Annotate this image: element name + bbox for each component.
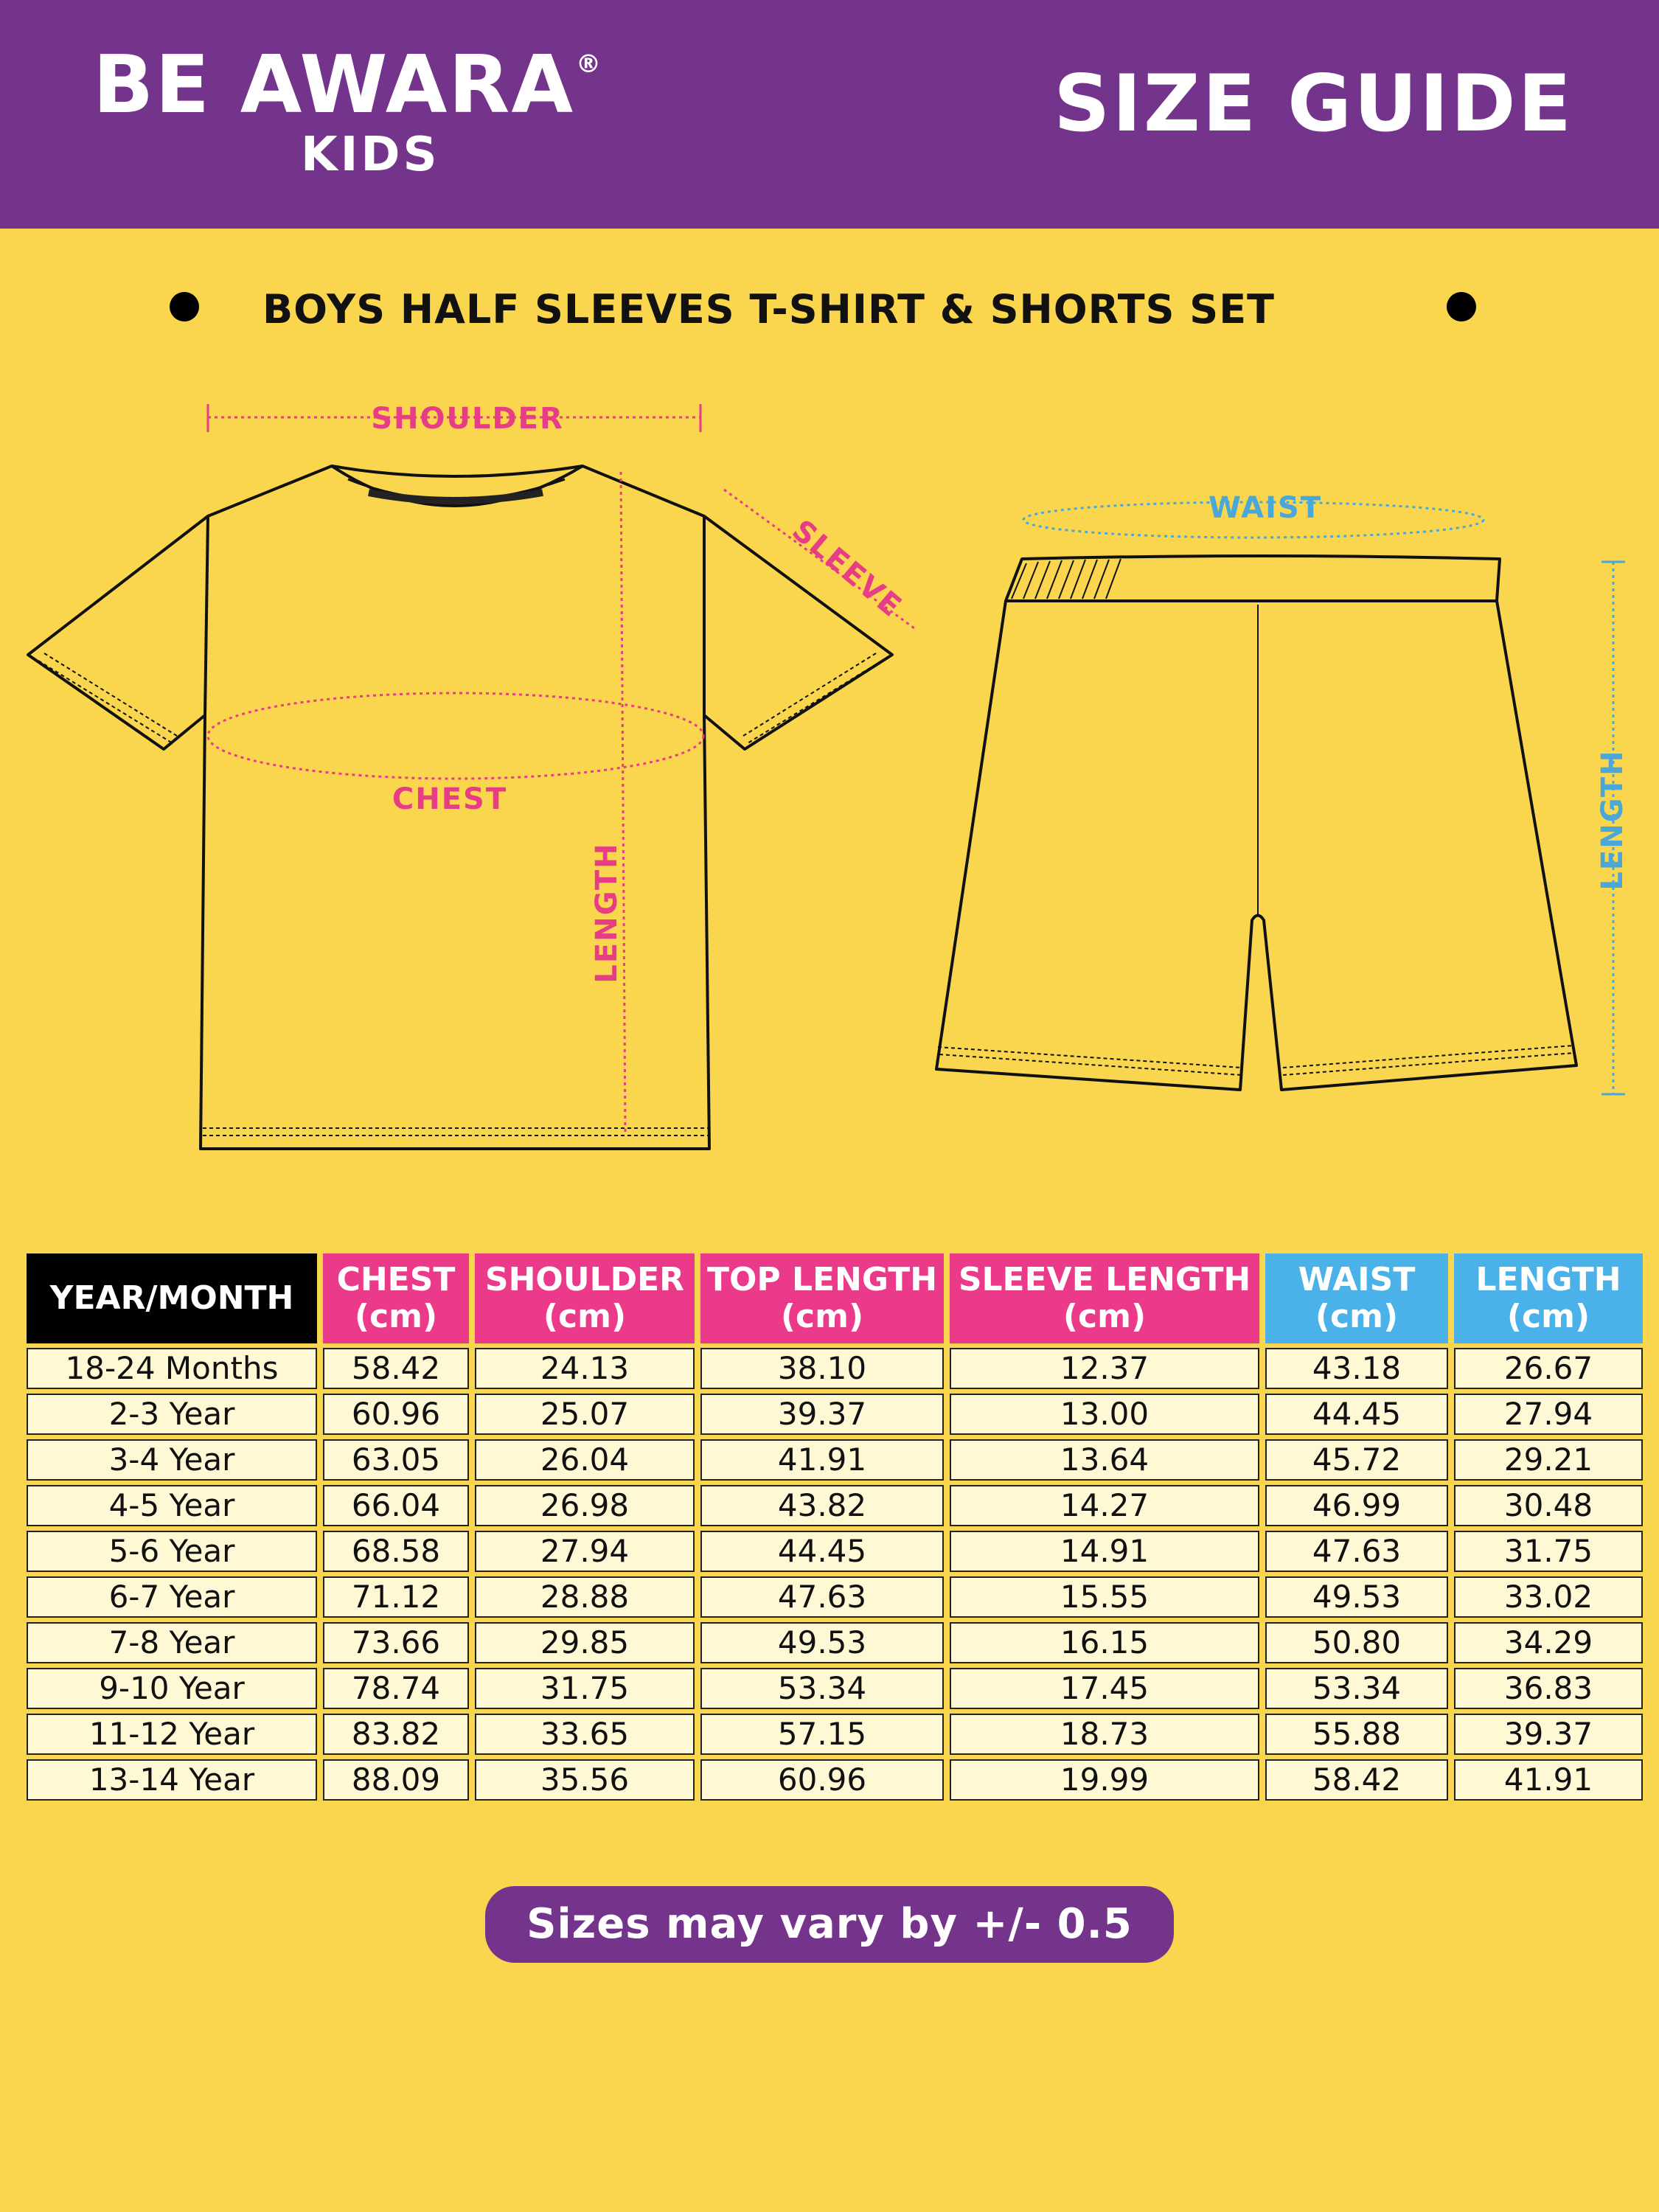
brand-name: BE AWARA (93, 39, 575, 131)
page-title: SIZE GUIDE (1054, 58, 1573, 149)
measurement-cell: 41.91 (1454, 1759, 1643, 1801)
size-label-cell: 13-14 Year (27, 1759, 317, 1801)
measurement-cell: 16.15 (950, 1622, 1259, 1663)
size-label-cell: 4-5 Year (27, 1485, 317, 1526)
measurement-cell: 53.34 (700, 1668, 944, 1709)
measurement-cell: 13.00 (950, 1394, 1259, 1435)
measurement-cell: 27.94 (1454, 1394, 1643, 1435)
header-chest: CHEST (cm) (323, 1253, 469, 1343)
measurement-cell: 53.34 (1265, 1668, 1448, 1709)
measurement-cell: 68.58 (323, 1531, 469, 1572)
size-label-cell: 9-10 Year (27, 1668, 317, 1709)
size-label-cell: 18-24 Months (27, 1348, 317, 1389)
measurement-cell: 39.37 (1454, 1714, 1643, 1755)
size-label-cell: 3-4 Year (27, 1439, 317, 1481)
size-table (21, 1249, 1649, 1805)
measurement-cell: 57.15 (700, 1714, 944, 1755)
measurement-cell: 14.27 (950, 1485, 1259, 1526)
measurement-cell: 71.12 (323, 1576, 469, 1618)
shorts-icon (936, 556, 1576, 1090)
table-body (27, 1348, 1643, 1801)
measurement-cell: 49.53 (1265, 1576, 1448, 1618)
sleeve-label: SLEEVE (785, 513, 909, 625)
measurement-cell: 28.88 (475, 1576, 695, 1618)
measurement-cell: 47.63 (1265, 1531, 1448, 1572)
measurement-cell: 31.75 (1454, 1531, 1643, 1572)
shorts-guides (1023, 502, 1625, 1094)
measurement-cell: 43.82 (700, 1485, 944, 1526)
measurement-cell: 36.83 (1454, 1668, 1643, 1709)
measurement-cell: 30.48 (1454, 1485, 1643, 1526)
brand-logo (93, 39, 603, 131)
measurement-cell: 12.37 (950, 1348, 1259, 1389)
header-top-length: TOP LENGTH (cm) (700, 1253, 944, 1343)
measurement-cell: 38.10 (700, 1348, 944, 1389)
product-subtitle: BOYS HALF SLEEVES T-SHIRT & SHORTS SET (262, 286, 1275, 333)
table-row (27, 1531, 1643, 1572)
brand-sub: KIDS (301, 128, 440, 182)
header-shoulder: SHOULDER (cm) (475, 1253, 695, 1343)
size-label-cell: 2-3 Year (27, 1394, 317, 1435)
measurement-cell: 63.05 (323, 1439, 469, 1481)
header-year-month: YEAR/MONTH (27, 1253, 317, 1343)
header-banner (0, 0, 1659, 229)
registered-mark: ® (576, 49, 603, 79)
chest-label: CHEST (392, 782, 508, 816)
measurement-cell: 24.13 (475, 1348, 695, 1389)
measurement-cell: 19.99 (950, 1759, 1259, 1801)
header-waist: WAIST (cm) (1265, 1253, 1448, 1343)
measurement-cell: 46.99 (1265, 1485, 1448, 1526)
measurement-cell: 14.91 (950, 1531, 1259, 1572)
table-header-row (27, 1253, 1643, 1343)
measurement-cell: 44.45 (700, 1531, 944, 1572)
measurement-cell: 55.88 (1265, 1714, 1448, 1755)
measurement-cell: 29.21 (1454, 1439, 1643, 1481)
size-note: Sizes may vary by +/- 0.5 (485, 1886, 1174, 1963)
measurement-cell: 39.37 (700, 1394, 944, 1435)
header-length: LENGTH (cm) (1454, 1253, 1643, 1343)
measurement-cell: 34.29 (1454, 1622, 1643, 1663)
measurement-cell: 43.18 (1265, 1348, 1448, 1389)
measurement-cell: 41.91 (700, 1439, 944, 1481)
measurement-cell: 49.53 (700, 1622, 944, 1663)
measurement-cell: 25.07 (475, 1394, 695, 1435)
size-label-cell: 11-12 Year (27, 1714, 317, 1755)
measurement-cell: 26.04 (475, 1439, 695, 1481)
shorts-length-label: LENGTH (1596, 749, 1630, 891)
tshirt-length-label: LENGTH (590, 842, 624, 984)
measurement-cell: 18.73 (950, 1714, 1259, 1755)
measurement-cell: 26.67 (1454, 1348, 1643, 1389)
table-row (27, 1576, 1643, 1618)
size-label-cell: 5-6 Year (27, 1531, 317, 1572)
table-row (27, 1668, 1643, 1709)
table-row (27, 1439, 1643, 1481)
table-row (27, 1759, 1643, 1801)
measurement-cell: 83.82 (323, 1714, 469, 1755)
measurement-cell: 45.72 (1265, 1439, 1448, 1481)
table-row (27, 1485, 1643, 1526)
measurement-cell: 33.65 (475, 1714, 695, 1755)
table-row (27, 1394, 1643, 1435)
measurement-cell: 35.56 (475, 1759, 695, 1801)
measurement-cell: 60.96 (323, 1394, 469, 1435)
measurement-cell: 73.66 (323, 1622, 469, 1663)
size-label-cell: 6-7 Year (27, 1576, 317, 1618)
table-row (27, 1622, 1643, 1663)
measurement-cell: 50.80 (1265, 1622, 1448, 1663)
measurement-cell: 17.45 (950, 1668, 1259, 1709)
measurement-cell: 47.63 (700, 1576, 944, 1618)
header-sleeve-length: SLEEVE LENGTH (cm) (950, 1253, 1259, 1343)
measurement-cell: 27.94 (475, 1531, 695, 1572)
table-row (27, 1348, 1643, 1389)
measurement-cell: 13.64 (950, 1439, 1259, 1481)
shoulder-label: SHOULDER (371, 402, 564, 436)
bullet-left-icon (170, 292, 199, 321)
measurement-cell: 44.45 (1265, 1394, 1448, 1435)
measurement-cell: 15.55 (950, 1576, 1259, 1618)
table-row (27, 1714, 1643, 1755)
measurement-cell: 78.74 (323, 1668, 469, 1709)
bullet-right-icon (1447, 292, 1476, 321)
waist-label: WAIST (1208, 491, 1323, 525)
size-label-cell: 7-8 Year (27, 1622, 317, 1663)
measurement-cell: 29.85 (475, 1622, 695, 1663)
measurement-cell: 26.98 (475, 1485, 695, 1526)
subtitle-row (0, 280, 1659, 332)
measurement-cell: 33.02 (1454, 1576, 1643, 1618)
measurement-cell: 58.42 (323, 1348, 469, 1389)
measurement-cell: 31.75 (475, 1668, 695, 1709)
measurement-cell: 60.96 (700, 1759, 944, 1801)
measurement-cell: 88.09 (323, 1759, 469, 1801)
measurement-cell: 58.42 (1265, 1759, 1448, 1801)
garment-diagram (0, 369, 1659, 1180)
measurement-cell: 66.04 (323, 1485, 469, 1526)
